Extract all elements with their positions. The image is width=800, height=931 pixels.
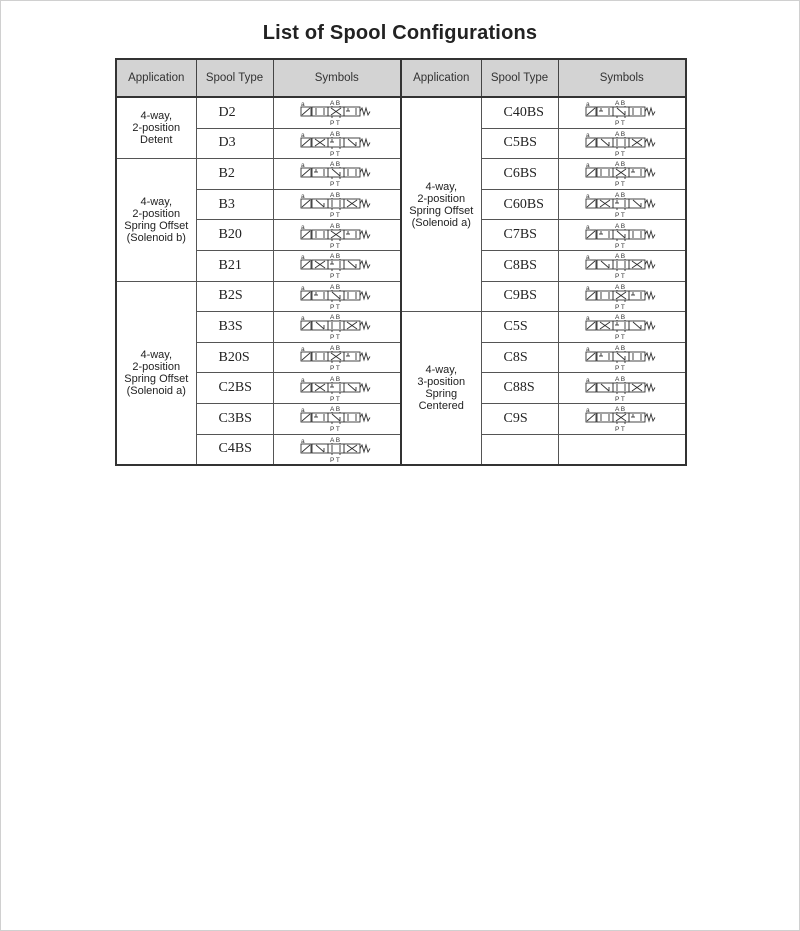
port-label-pt: P T <box>614 273 625 280</box>
spool-symbol-icon <box>299 436 375 463</box>
application-line: Spring Offset <box>409 204 474 217</box>
port-label-pt: P T <box>329 334 340 341</box>
symbol-cell <box>558 220 686 251</box>
port-label-ab: A B <box>329 100 340 108</box>
spool-symbol-icon <box>299 283 375 310</box>
port-label-pt: P T <box>329 181 340 188</box>
application-cell-left-2 <box>116 281 196 465</box>
solenoid-a-label: a <box>300 376 305 384</box>
port-label-ab: A B <box>614 375 625 383</box>
spool-type-cell: C6BS <box>481 159 558 190</box>
application-line: Spring Centered <box>418 388 464 413</box>
table-body <box>116 97 686 465</box>
spool-type-cell: C88S <box>481 373 558 404</box>
table-row <box>116 97 686 128</box>
port-label-pt: P T <box>329 242 340 249</box>
symbol-cell <box>273 97 401 128</box>
port-label-pt: P T <box>614 242 625 249</box>
port-label-pt: P T <box>614 120 625 127</box>
application-cell-right-0 <box>401 97 481 312</box>
symbol-cell <box>273 342 401 373</box>
port-label-pt: P T <box>329 395 340 402</box>
header-application-left: Application <box>116 59 196 97</box>
spool-type-cell: B21 <box>196 250 273 281</box>
solenoid-a-label: a <box>300 284 305 292</box>
port-label-ab: A B <box>329 406 340 414</box>
solenoid-a-label: a <box>300 101 305 109</box>
port-label-ab: A B <box>614 161 625 169</box>
port-label-pt: P T <box>329 120 340 127</box>
solenoid-a-label: a <box>300 437 305 445</box>
symbol-cell <box>558 128 686 159</box>
solenoid-a-label: a <box>585 284 590 292</box>
port-label-ab: A B <box>614 253 625 261</box>
application-line: 2-position <box>132 122 181 135</box>
symbol-cell <box>558 403 686 434</box>
spool-symbol-icon <box>584 405 660 432</box>
spool-symbol-icon <box>299 222 375 249</box>
application-cell-left-0 <box>116 97 196 159</box>
spool-type-cell: C3BS <box>196 403 273 434</box>
solenoid-a-label: a <box>585 254 590 262</box>
spool-type-cell <box>481 434 558 465</box>
spool-symbol-icon <box>299 99 375 126</box>
port-label-ab: A B <box>614 222 625 230</box>
port-label-pt: P T <box>614 365 625 372</box>
application-cell-left-1 <box>116 159 196 281</box>
symbol-cell <box>273 434 401 465</box>
solenoid-a-label: a <box>300 346 305 354</box>
spool-configurations-table <box>115 58 687 466</box>
header-spool-type-left: Spool Type <box>196 59 273 97</box>
port-label-pt: P T <box>614 426 625 433</box>
solenoid-a-label: a <box>300 162 305 170</box>
port-label-ab: A B <box>329 314 340 322</box>
header-symbols-left: Symbols <box>273 59 401 97</box>
symbol-cell <box>558 373 686 404</box>
symbol-cell <box>273 189 401 220</box>
port-label-ab: A B <box>329 192 340 200</box>
spool-symbol-icon <box>584 252 660 279</box>
spool-type-cell: D2 <box>196 97 273 128</box>
application-line: 2-position <box>132 360 181 373</box>
symbol-cell <box>558 250 686 281</box>
port-label-pt: P T <box>329 365 340 372</box>
solenoid-a-label: a <box>300 315 305 323</box>
spool-symbol-icon <box>299 405 375 432</box>
port-label-pt: P T <box>614 150 625 157</box>
application-line: (Solenoid a) <box>411 216 471 229</box>
application-line: 3-position <box>417 376 466 389</box>
spool-type-cell: C60BS <box>481 189 558 220</box>
spool-type-cell: C4BS <box>196 434 273 465</box>
spool-symbol-icon <box>584 313 660 340</box>
spool-type-cell: C5S <box>481 312 558 343</box>
symbol-cell <box>558 159 686 190</box>
spool-symbol-icon <box>299 160 375 187</box>
port-label-ab: A B <box>614 345 625 353</box>
symbol-cell <box>273 281 401 312</box>
symbol-cell <box>558 434 686 465</box>
spool-symbol-icon <box>584 222 660 249</box>
spool-symbol-icon <box>584 130 660 157</box>
table-row <box>116 312 686 343</box>
symbol-cell <box>558 97 686 128</box>
spool-type-cell: B3S <box>196 312 273 343</box>
port-label-pt: P T <box>329 303 340 310</box>
port-label-ab: A B <box>614 406 625 414</box>
port-label-pt: P T <box>329 456 340 463</box>
solenoid-a-label: a <box>585 376 590 384</box>
header-spool-type-right: Spool Type <box>481 59 558 97</box>
application-line: Spring Offset <box>124 219 189 232</box>
solenoid-a-label: a <box>585 193 590 201</box>
port-label-pt: P T <box>329 426 340 433</box>
solenoid-a-label: a <box>300 193 305 201</box>
spool-type-cell: C5BS <box>481 128 558 159</box>
port-label-pt: P T <box>614 395 625 402</box>
port-label-ab: A B <box>329 283 340 291</box>
spool-type-cell: C9S <box>481 403 558 434</box>
header-row <box>116 59 686 97</box>
port-label-ab: A B <box>329 436 340 444</box>
port-label-ab: A B <box>614 100 625 108</box>
port-label-ab: A B <box>329 161 340 169</box>
port-label-ab: A B <box>329 375 340 383</box>
spool-type-cell: C8S <box>481 342 558 373</box>
spool-symbol-icon <box>299 252 375 279</box>
application-line: 4-way, <box>140 110 173 123</box>
symbol-cell <box>273 373 401 404</box>
port-label-ab: A B <box>614 192 625 200</box>
spool-type-cell: C7BS <box>481 220 558 251</box>
application-line: Detent <box>140 134 173 147</box>
spool-type-cell: C40BS <box>481 97 558 128</box>
symbol-cell <box>558 281 686 312</box>
spool-symbol-icon <box>299 130 375 157</box>
port-label-ab: A B <box>329 222 340 230</box>
symbol-cell <box>273 220 401 251</box>
spool-type-cell: C2BS <box>196 373 273 404</box>
symbol-cell <box>273 159 401 190</box>
port-label-pt: P T <box>329 150 340 157</box>
solenoid-a-label: a <box>585 407 590 415</box>
port-label-pt: P T <box>329 273 340 280</box>
spool-type-cell: C8BS <box>481 250 558 281</box>
spool-type-cell: B2 <box>196 159 273 190</box>
spool-symbol-icon <box>299 375 375 402</box>
solenoid-a-label: a <box>585 223 590 231</box>
port-label-ab: A B <box>614 130 625 138</box>
port-label-ab: A B <box>329 345 340 353</box>
spool-symbol-icon <box>584 99 660 126</box>
spool-symbol-icon <box>584 191 660 218</box>
solenoid-a-label: a <box>300 407 305 415</box>
spool-symbol-icon <box>299 344 375 371</box>
solenoid-a-label: a <box>585 131 590 139</box>
spool-symbol-icon <box>584 375 660 402</box>
spool-symbol-icon <box>584 160 660 187</box>
solenoid-a-label: a <box>300 223 305 231</box>
port-label-ab: A B <box>329 130 340 138</box>
spool-symbol-icon <box>584 283 660 310</box>
symbol-cell <box>273 312 401 343</box>
port-label-ab: A B <box>614 314 625 322</box>
port-label-pt: P T <box>329 212 340 219</box>
port-label-ab: A B <box>614 283 625 291</box>
header-application-right: Application <box>401 59 481 97</box>
application-line: 2-position <box>132 207 181 220</box>
spool-symbol-icon <box>584 344 660 371</box>
spool-symbol-icon <box>299 313 375 340</box>
spool-type-cell: B2S <box>196 281 273 312</box>
solenoid-a-label: a <box>585 315 590 323</box>
page-title: List of Spool Configurations <box>262 22 538 44</box>
solenoid-a-label: a <box>300 254 305 262</box>
port-label-pt: P T <box>614 303 625 310</box>
spool-type-cell: B20 <box>196 220 273 251</box>
port-label-pt: P T <box>614 212 625 219</box>
port-label-pt: P T <box>614 181 625 188</box>
application-line: 4-way, <box>140 195 173 208</box>
application-cell-right-1 <box>401 312 481 465</box>
spool-type-cell: C9BS <box>481 281 558 312</box>
spool-type-cell: D3 <box>196 128 273 159</box>
solenoid-a-label: a <box>585 346 590 354</box>
symbol-cell <box>273 403 401 434</box>
port-label-ab: A B <box>329 253 340 261</box>
port-label-pt: P T <box>614 334 625 341</box>
symbol-cell <box>273 250 401 281</box>
spool-type-cell: B3 <box>196 189 273 220</box>
application-line: 2-position <box>417 192 466 205</box>
symbol-cell <box>558 312 686 343</box>
application-line: 4-way, <box>140 348 173 361</box>
application-line: (Solenoid b) <box>126 231 186 244</box>
application-line: 4-way, <box>425 180 458 193</box>
spool-type-cell: B20S <box>196 342 273 373</box>
header-symbols-right: Symbols <box>558 59 686 97</box>
solenoid-a-label: a <box>585 162 590 170</box>
symbol-cell <box>558 189 686 220</box>
application-line: (Solenoid a) <box>126 384 186 397</box>
solenoid-a-label: a <box>585 101 590 109</box>
symbol-cell <box>558 342 686 373</box>
spool-symbol-icon <box>299 191 375 218</box>
application-line: 4-way, <box>425 364 458 377</box>
solenoid-a-label: a <box>300 131 305 139</box>
symbol-cell <box>273 128 401 159</box>
application-line: Spring Offset <box>124 372 189 385</box>
